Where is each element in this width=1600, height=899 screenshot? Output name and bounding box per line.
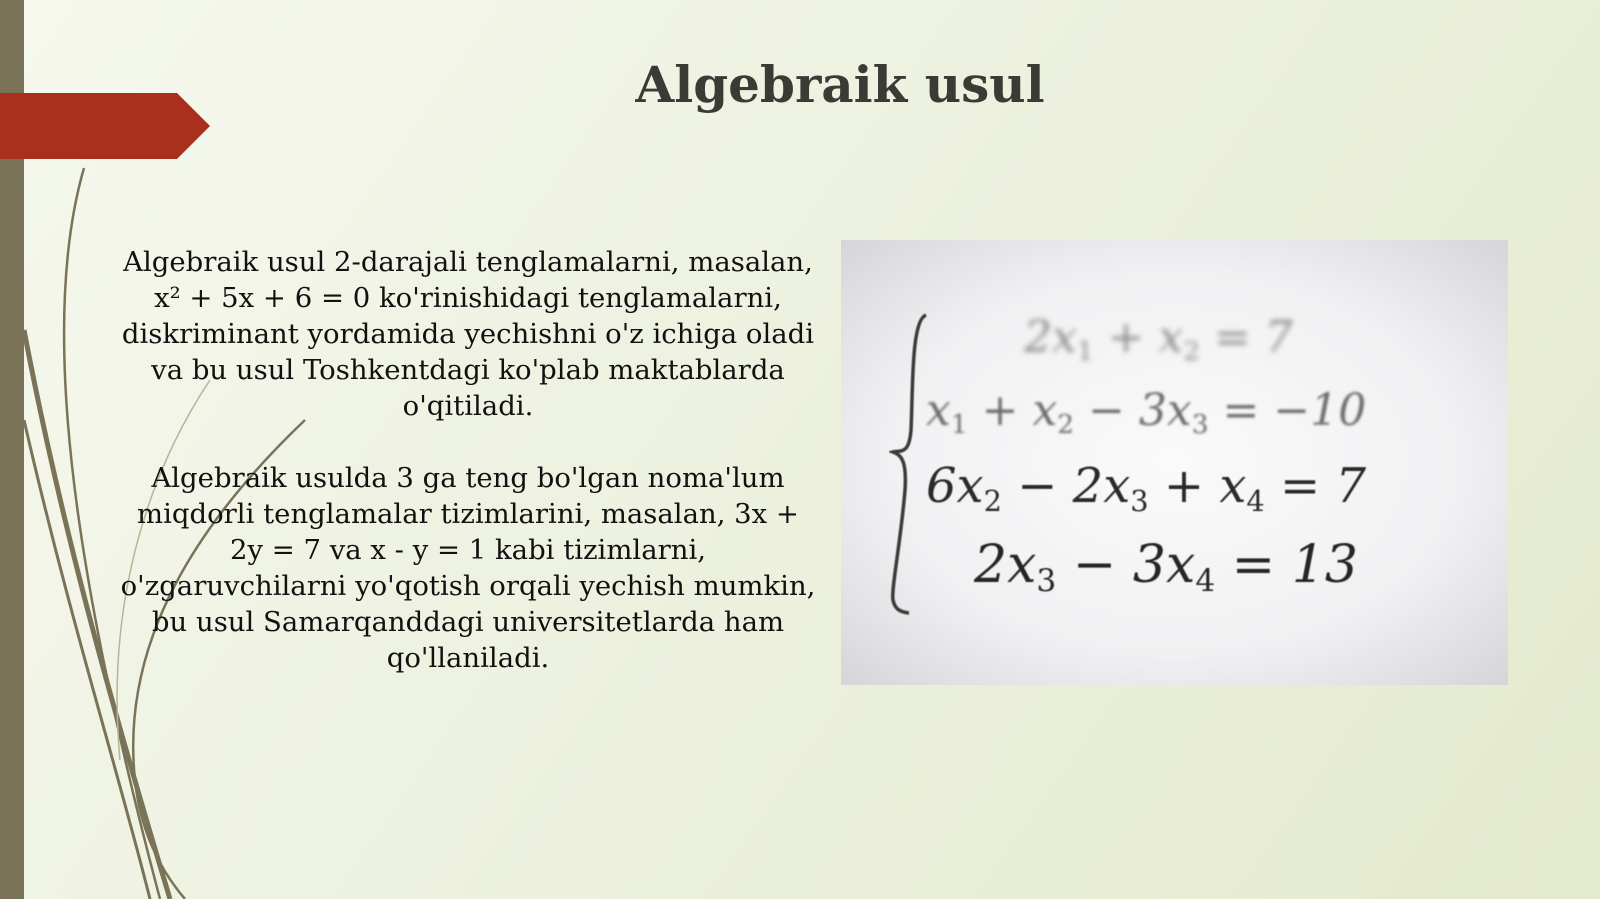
equation-term: 6x — [926, 458, 984, 514]
equation-subscript: 3 — [1036, 563, 1057, 600]
equation-subscript: 2 — [983, 483, 1002, 518]
body-text — [118, 244, 818, 712]
equation-subscript: 4 — [1246, 483, 1265, 518]
equation-term: 2x — [1024, 312, 1077, 363]
equation-subscript: 3 — [1191, 408, 1209, 440]
equation-term: − 2x — [1001, 458, 1131, 514]
equation-term: x — [926, 385, 951, 436]
equation-system-image — [841, 240, 1508, 685]
equation-line-2 — [926, 385, 1366, 440]
paragraph-discriminant: Algebraik usul 2-darajali tenglamalarni, masalan, x² + 5x + 6 = 0 ko'rinishidagi tenglamalarni, diskriminant yordamida yechishni o'z ichiga oladi va bu usul Toshkentdagi ko'plab maktablarda o'qitiladi. — [121, 246, 815, 422]
slide-title: Algebraik usul — [635, 55, 1045, 114]
equation-term: − 3x — [1056, 535, 1196, 595]
equation-term: = 13 — [1215, 535, 1358, 595]
equation-subscript: 3 — [1130, 483, 1149, 518]
equation-term: − 3x — [1074, 385, 1192, 436]
equation-term: 2x — [974, 535, 1037, 595]
equation-subscript: 2 — [1057, 408, 1075, 440]
brace-icon — [893, 315, 926, 613]
equation-term: + x — [1093, 312, 1184, 363]
equation-subscript: 1 — [1076, 335, 1094, 367]
equation-line-1 — [1023, 312, 1293, 367]
equation-line-3 — [926, 458, 1366, 518]
equation-subscript: 4 — [1195, 563, 1216, 600]
equation-term: + x — [967, 385, 1058, 436]
equation-term: = 7 — [1264, 458, 1367, 514]
equation-term: = −10 — [1208, 385, 1367, 436]
arrow-tab-shape — [0, 93, 210, 159]
equation-subscript: 1 — [950, 408, 968, 440]
equation-subscript: 2 — [1183, 335, 1201, 367]
paragraph-elimination: Algebraik usulda 3 ga teng bo'lgan noma'lum miqdorli tenglamalar tizimlarini, masalan, 3x + 2y = 7 va x - y = 1 kabi tizimlarni, o'zgaruvchilarni yo'qotish orqali yechish mumkin, bu usul Samarqanddagi universitetlarda ham qo'llaniladi. — [120, 462, 816, 674]
equation-line-4 — [973, 535, 1358, 599]
equation-term: + x — [1148, 458, 1247, 514]
equation-term: = 7 — [1200, 312, 1293, 363]
